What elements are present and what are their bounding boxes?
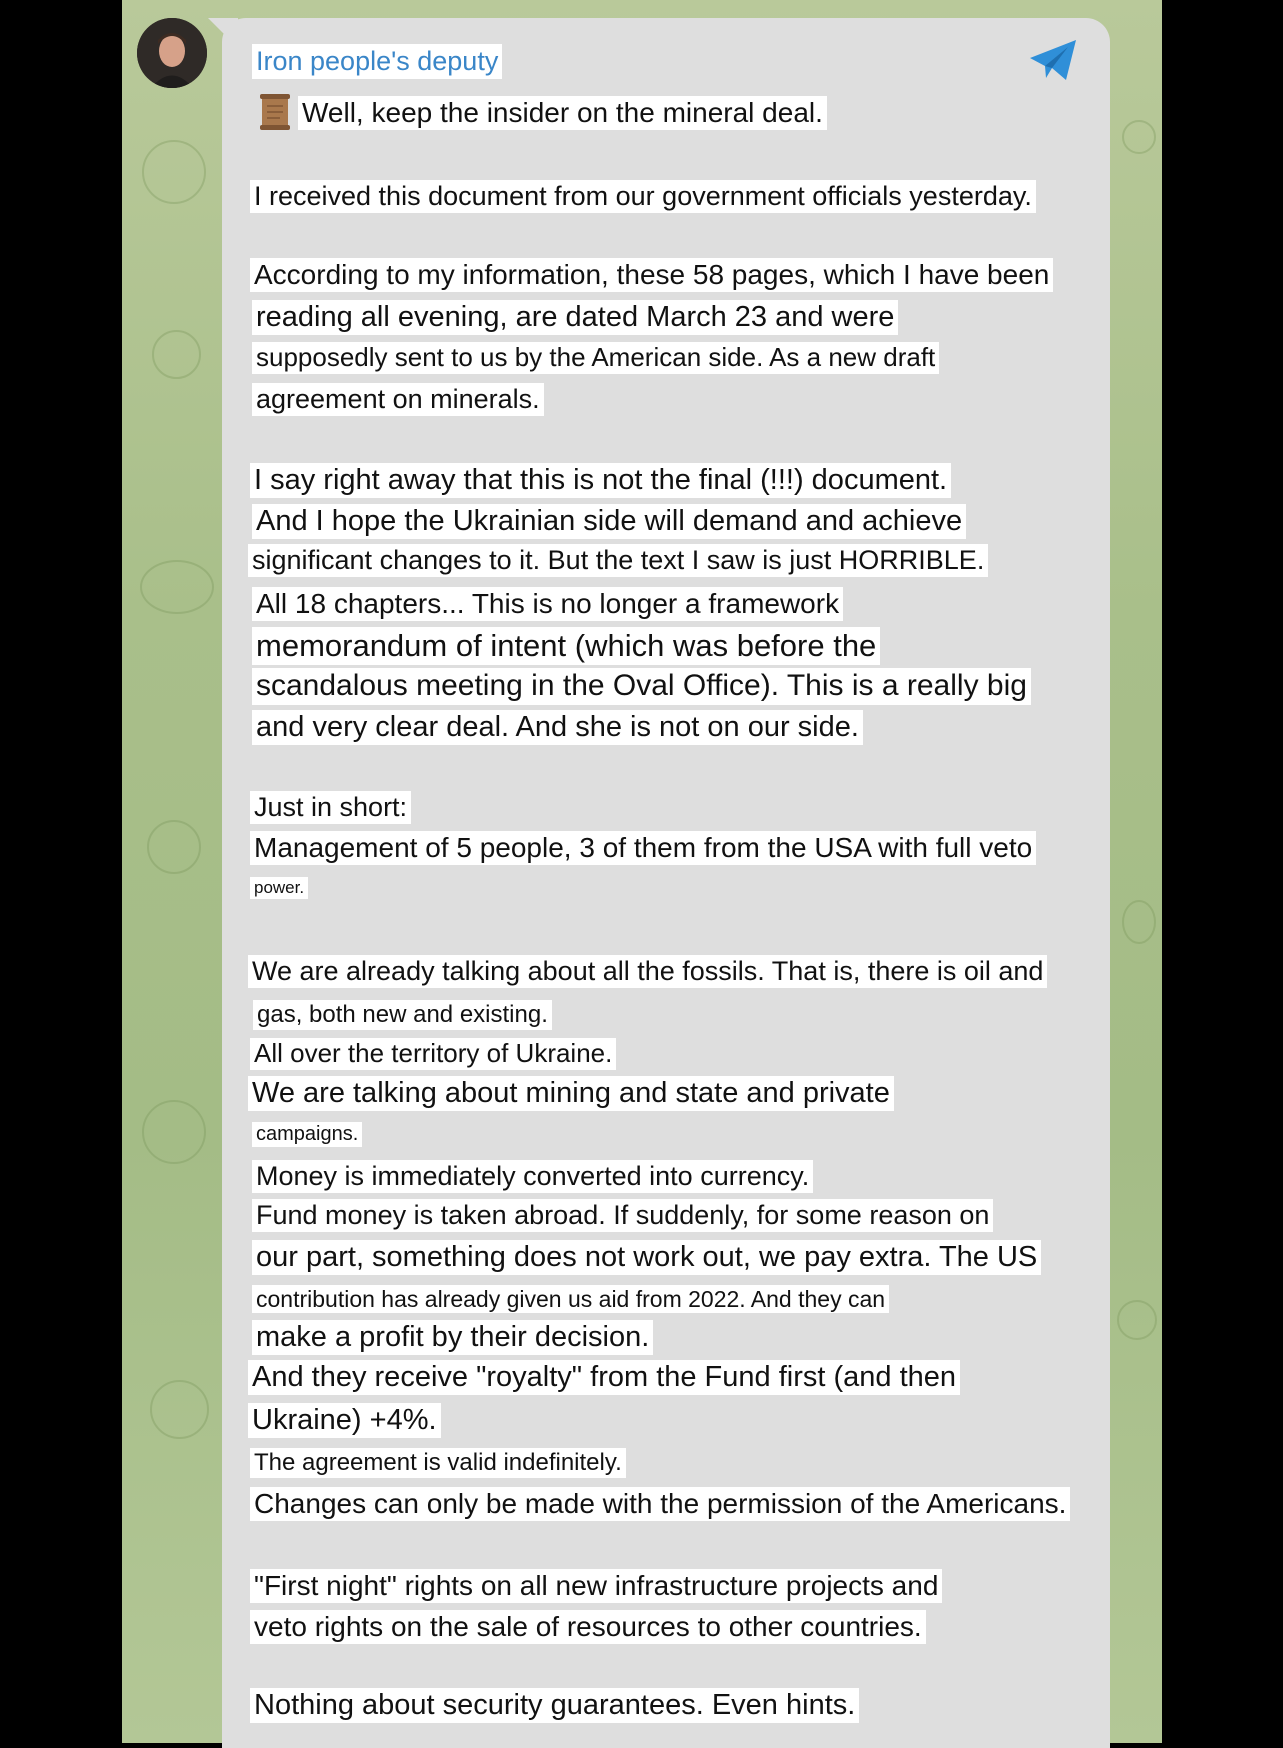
- message-line: I say right away that this is not the final (!!!) document.: [250, 463, 951, 498]
- message-line: scandalous meeting in the Oval Office). This is a really big: [252, 668, 1031, 705]
- message-line: I received this document from our government officials yesterday.: [250, 180, 1036, 213]
- message-line: The agreement is valid indefinitely.: [250, 1448, 626, 1478]
- message-line: Changes can only be made with the permission of the Americans.: [250, 1487, 1070, 1521]
- message-line: All 18 chapters... This is no longer a framework: [252, 587, 843, 621]
- message-line: power.: [250, 877, 308, 899]
- background-pattern: [1122, 900, 1156, 944]
- message-line: make a profit by their decision.: [252, 1320, 653, 1355]
- message-line: Nothing about security guarantees. Even hints.: [250, 1688, 859, 1723]
- message-line: gas, both new and existing.: [253, 1000, 552, 1030]
- avatar[interactable]: [137, 18, 207, 88]
- message-line: supposedly sent to us by the American side. As a new draft: [252, 342, 939, 374]
- avatar-photo: [137, 18, 207, 88]
- message-line: Well, keep the insider on the mineral deal.: [298, 96, 827, 130]
- message-line: Ukraine) +4%.: [248, 1403, 441, 1438]
- message-line: significant changes to it. But the text I saw is just HORRIBLE.: [248, 544, 988, 577]
- background-pattern: [152, 330, 201, 379]
- message-line: contribution has already given us aid from 2022. And they can: [252, 1285, 889, 1313]
- message-line: Just in short:: [250, 791, 411, 824]
- message-line: memorandum of intent (which was before the: [252, 627, 880, 665]
- background-pattern: [147, 820, 201, 874]
- message-line: agreement on minerals.: [252, 383, 544, 416]
- background-pattern: [142, 140, 206, 204]
- message-line: And they receive "royalty" from the Fund first (and then: [248, 1360, 960, 1395]
- sender-name[interactable]: Iron people's deputy: [252, 44, 502, 79]
- background-pattern: [140, 560, 214, 614]
- background-pattern: [1122, 120, 1156, 154]
- message-line: and very clear deal. And she is not on our side.: [252, 710, 863, 745]
- background-pattern: [1117, 1300, 1157, 1340]
- message-line: We are already talking about all the fossils. That is, there is oil and: [248, 955, 1047, 988]
- message-line: Management of 5 people, 3 of them from the USA with full veto: [250, 831, 1036, 865]
- message-line: According to my information, these 58 pages, which I have been: [250, 258, 1053, 292]
- message-line: reading all evening, are dated March 23 and were: [252, 300, 898, 335]
- background-pattern: [150, 1380, 209, 1439]
- message-line: our part, something does not work out, we pay extra. The US: [252, 1240, 1041, 1275]
- message-line: "First night" rights on all new infrastructure projects and: [250, 1569, 942, 1603]
- message-line: campaigns.: [252, 1122, 362, 1147]
- message-line: Money is immediately converted into currency.: [252, 1160, 813, 1193]
- message-line: We are talking about mining and state and private: [248, 1076, 894, 1111]
- telegram-icon: [1028, 38, 1078, 82]
- background-pattern: [142, 1100, 206, 1164]
- message-line: And I hope the Ukrainian side will demand and achieve: [252, 504, 966, 539]
- message-line: All over the territory of Ukraine.: [250, 1038, 616, 1070]
- scroll-icon: [258, 92, 294, 132]
- message-line: veto rights on the sale of resources to other countries.: [250, 1610, 926, 1644]
- message-line: Fund money is taken abroad. If suddenly, for some reason on: [252, 1199, 993, 1232]
